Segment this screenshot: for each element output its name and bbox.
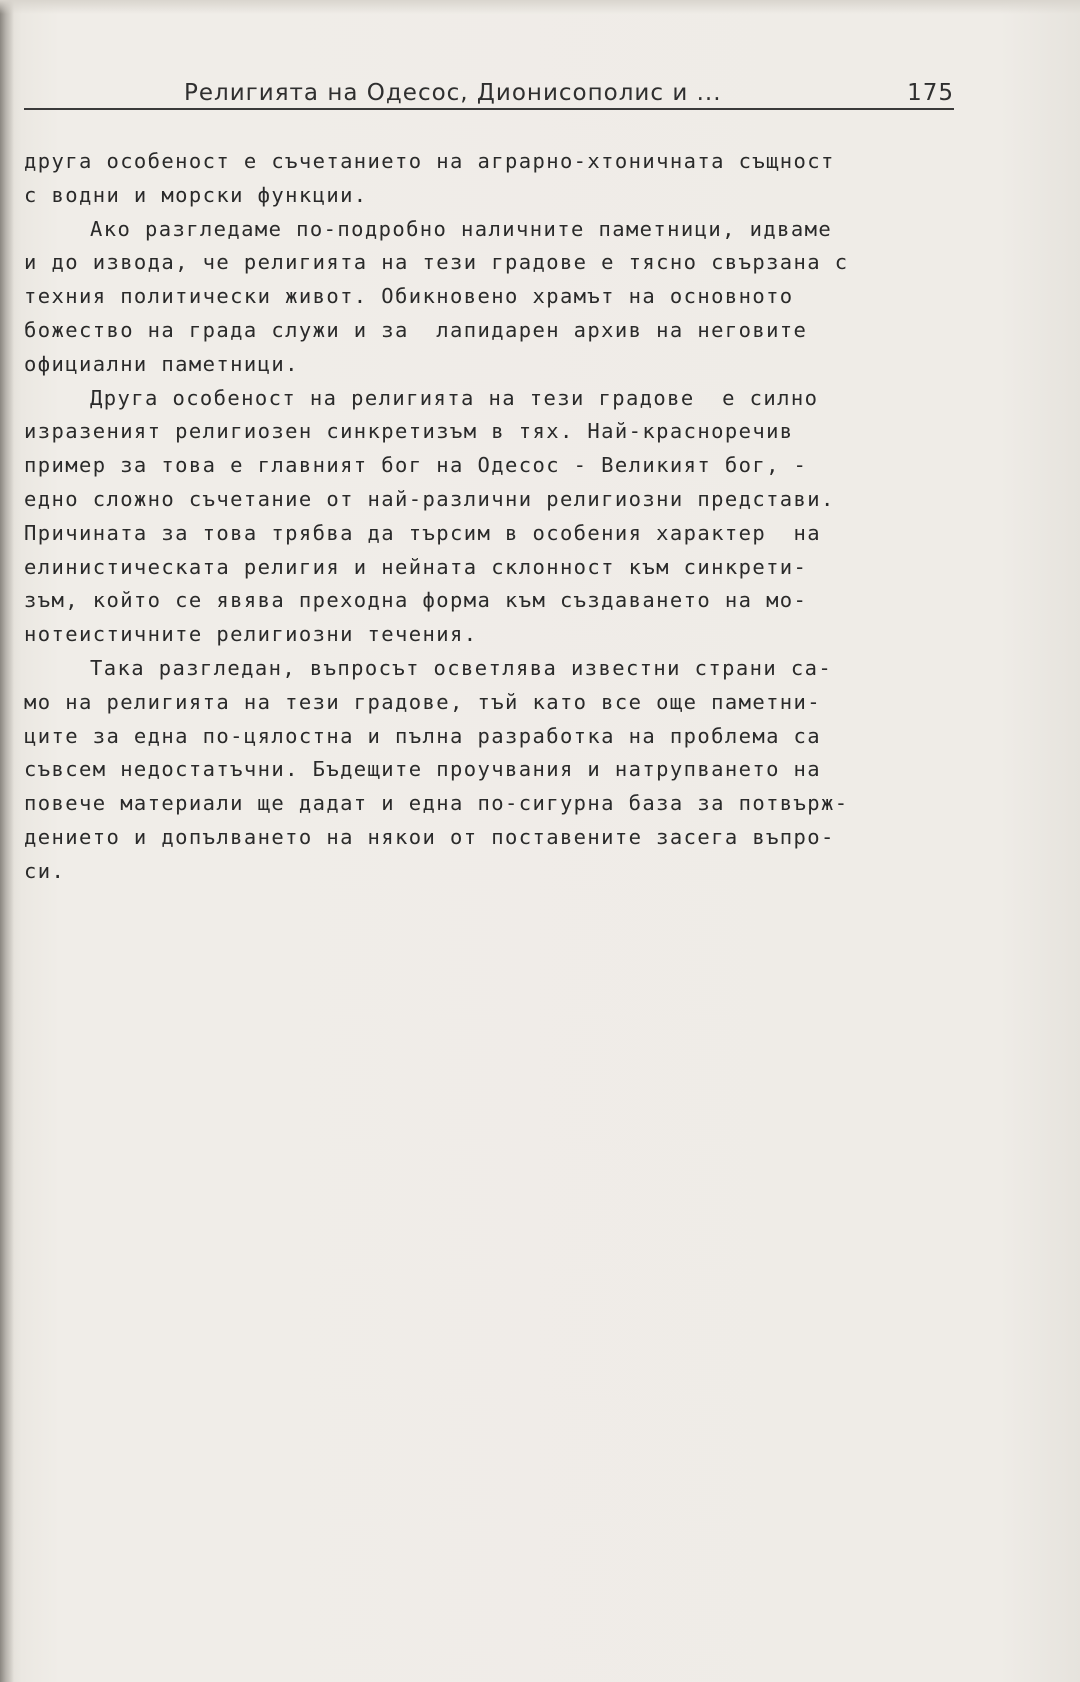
text-line: друга особеност е съчетанието на аграрно-хтоничната същност	[24, 149, 835, 173]
paragraph-first-line: Така разгледан, въпросът осветлява известни страни са-	[90, 655, 833, 680]
text-line: съвсем недостатъчни. Бъдещите проучвания и натрупването на	[24, 757, 822, 782]
text-line: пример за това е главният бог на Одесос - Великият бог, -	[24, 453, 808, 478]
text-line: ците за една по-цялостна и пълна разработка на проблема са	[24, 723, 822, 748]
text-line: си.	[24, 858, 66, 883]
text-line: божество на града служи и за лапидарен архив на неговите	[24, 317, 808, 342]
text-line: техния политически живот. Обикновено храмът на основното	[24, 284, 794, 309]
page-number: 175	[907, 80, 954, 106]
text-line: мо на религията на тези градове, тъй като все още паметни-	[24, 689, 822, 714]
text-line: и до извода, че религията на тези градове е тясно свързана с	[24, 250, 849, 275]
binding-shadow	[0, 0, 14, 1682]
text-line: с водни и морски функции.	[24, 182, 368, 207]
paragraph-first-line: Ако разгледаме по-подробно наличните паметници, идваме	[90, 216, 833, 241]
text-line: Причината за това трябва да търсим в особения характер на	[24, 520, 822, 545]
text-line: изразеният религиозен синкретизъм в тях. Най-красноречив	[24, 419, 794, 444]
running-title: Религията на Одесос, Дионисополис и ...	[184, 80, 722, 106]
body-text	[24, 145, 984, 889]
text-line: дението и допълването на някои от поставените засега въпро-	[24, 824, 835, 849]
text-line: едно сложно съчетание от най-различни религиозни предстaви.	[24, 486, 835, 511]
paragraph-first-line: Друга особеност на религията на тези градове е силно	[90, 385, 819, 410]
text-line: официални паметници.	[24, 351, 299, 376]
text-line: повече материали ще дадат и една по-сигурна база за потвърж-	[24, 791, 849, 816]
text-line: зъм, който се явява преходна форма към създаването на мо-	[24, 588, 808, 613]
top-edge-shadow	[0, 0, 1080, 14]
header-rule	[24, 108, 954, 110]
text-line: елинистическата религия и нейната склонност към синкрети-	[24, 554, 808, 579]
text-line: нотеистичните религиозни течения.	[24, 622, 478, 647]
